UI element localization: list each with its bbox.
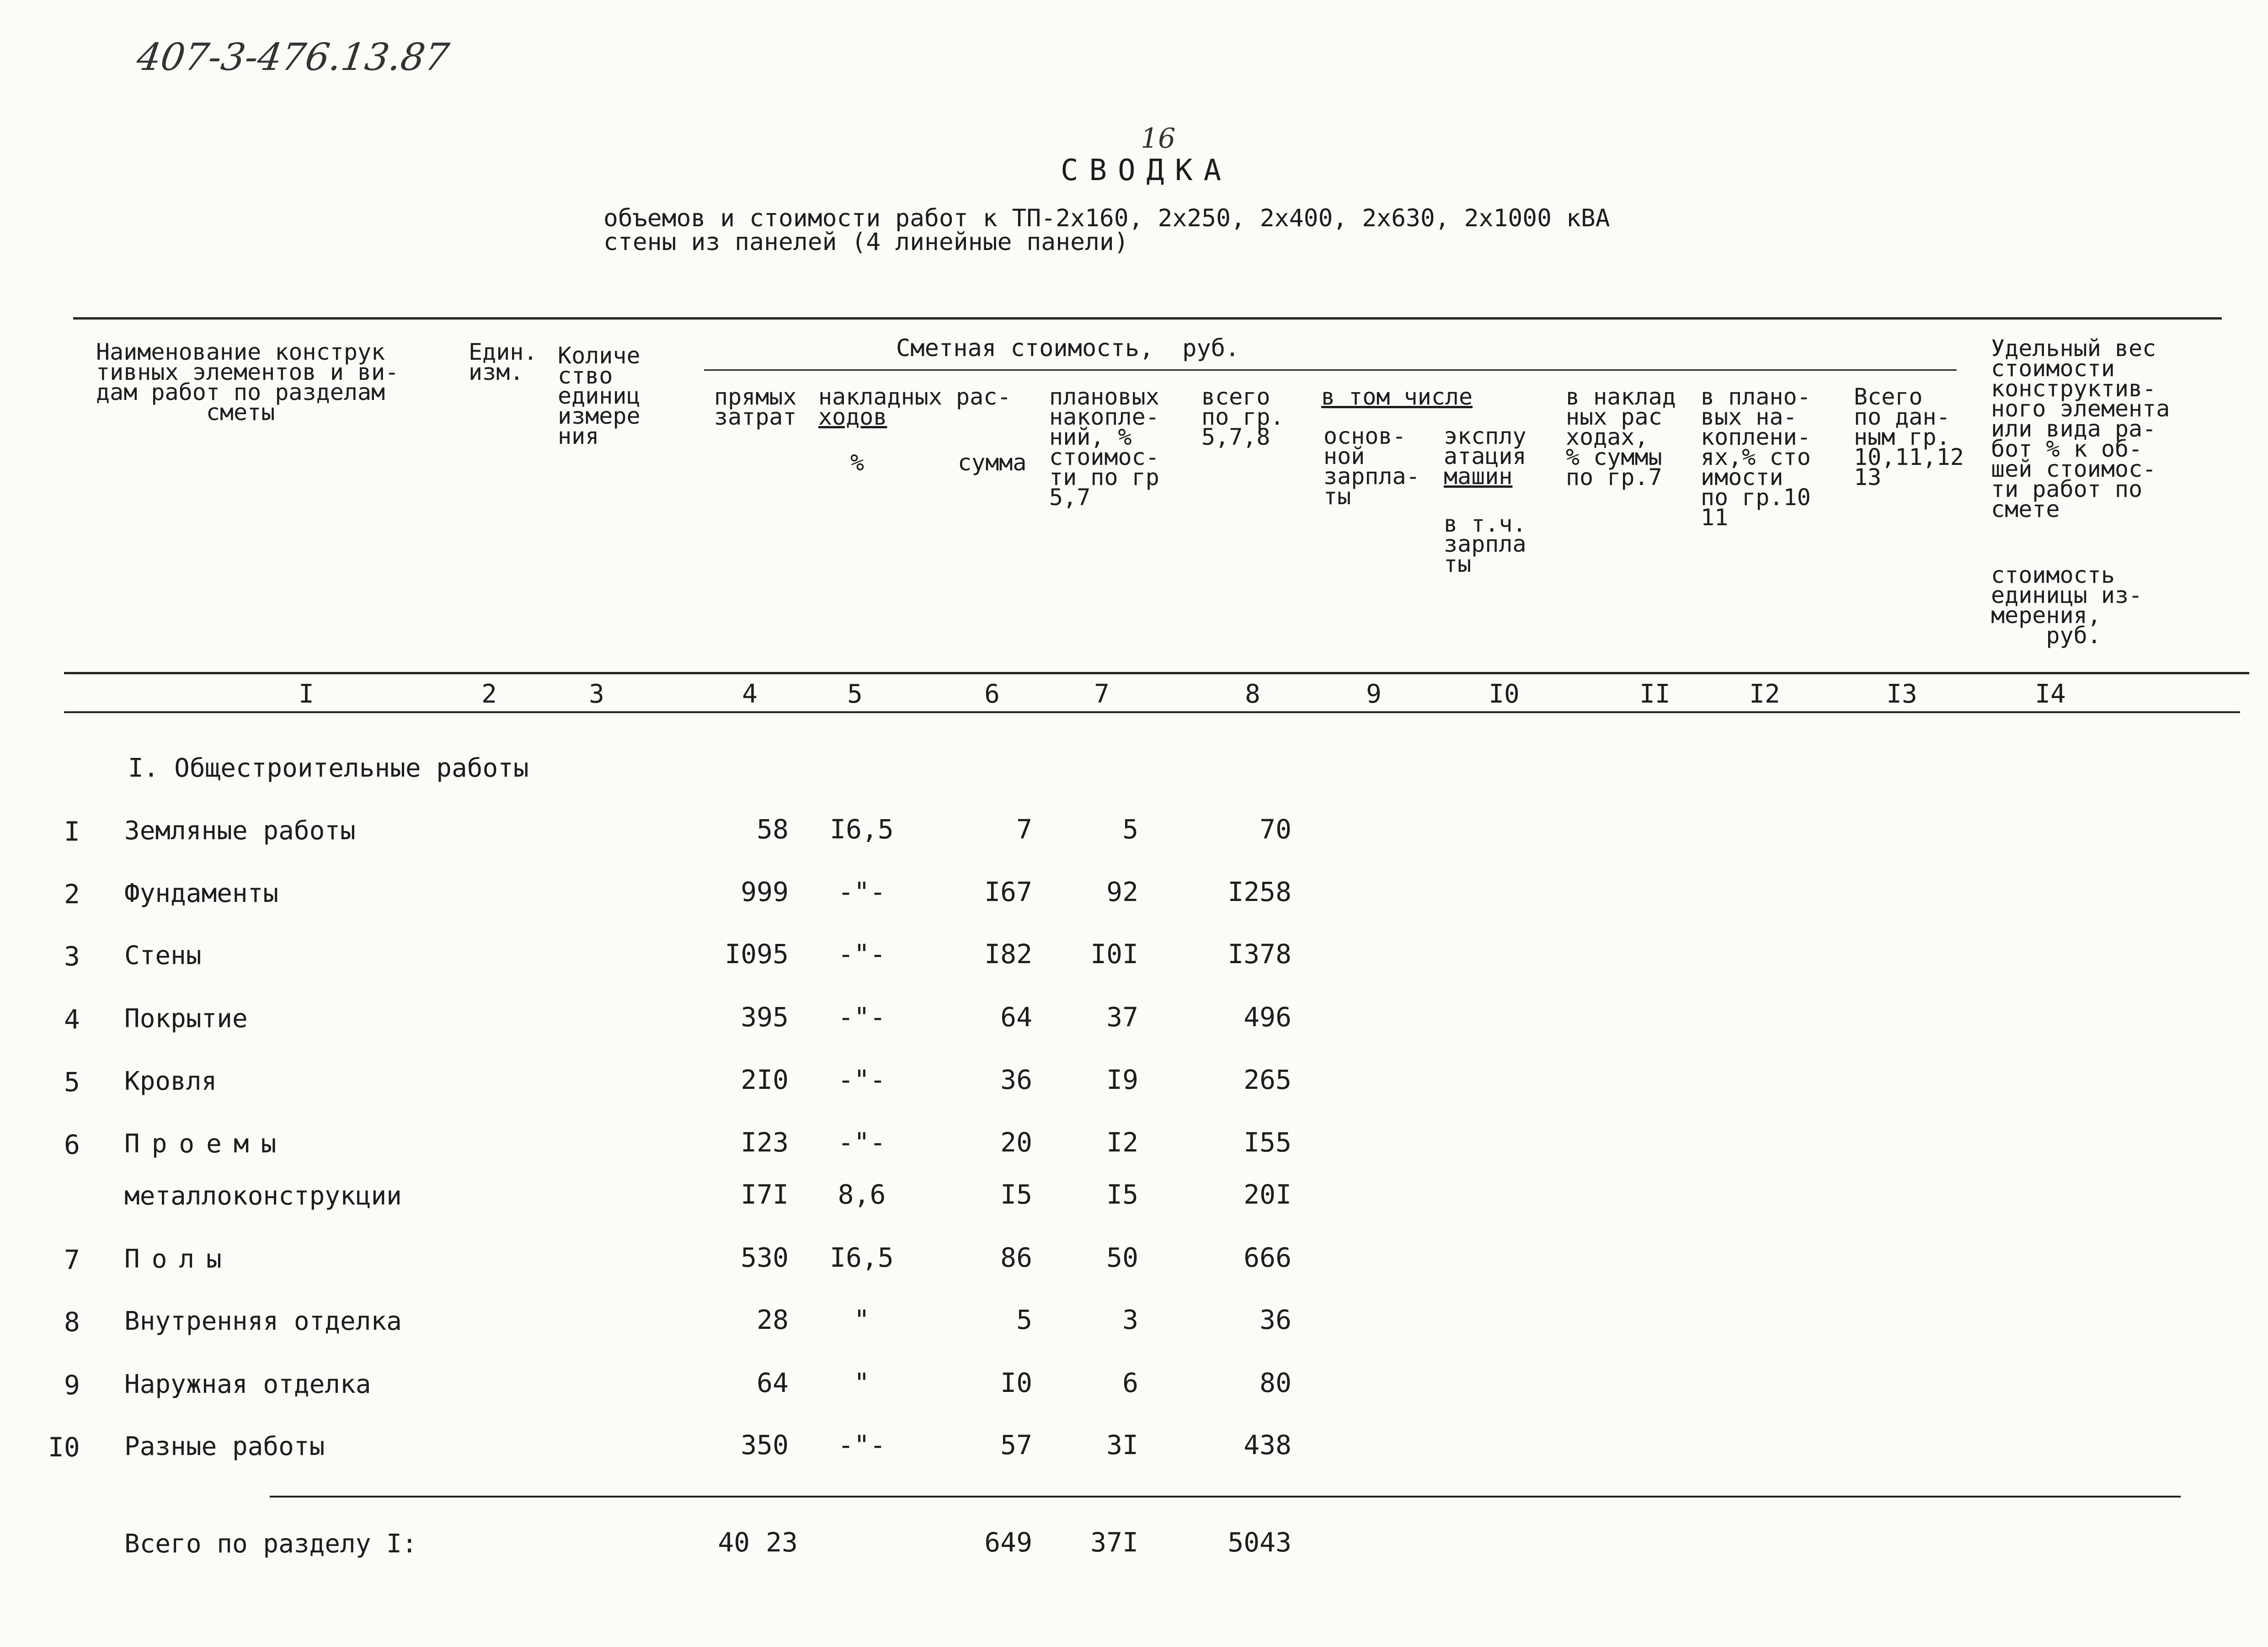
row-number: I0: [48, 1432, 80, 1463]
total: 438: [1243, 1429, 1291, 1460]
overhead-percent: 8,6: [838, 1179, 886, 1210]
header-bottom-rule: [64, 672, 2249, 674]
header-incl-salary: в т.ч. зарпла ты: [1444, 511, 1526, 577]
direct-costs: I23: [741, 1127, 789, 1158]
column-number: I2: [1749, 679, 1780, 709]
header-base-salary: основ- ной зарпла- ты: [1323, 423, 1420, 510]
header-overhead-percent: %: [850, 449, 865, 476]
header-planned-savings: плановых накопле- ний, % стоимос- ти по гр 5,7: [1049, 384, 1159, 511]
column-number: I3: [1886, 679, 1917, 709]
direct-costs: 58: [757, 814, 789, 845]
total: 80: [1259, 1367, 1291, 1398]
row-number: 5: [64, 1066, 80, 1098]
row-number: 7: [64, 1244, 80, 1275]
column-number: 6: [984, 679, 1000, 709]
direct-costs: 350: [741, 1429, 789, 1460]
total-total: 5043: [1227, 1527, 1291, 1558]
column-number: 8: [1245, 679, 1260, 709]
header-name: Наименование конструк тивных элементов и ви- дам работ по разделам сметы: [96, 339, 399, 426]
overhead-percent: ": [854, 1367, 870, 1398]
planned-savings: 92: [1106, 876, 1138, 907]
planned-savings: I2: [1106, 1127, 1138, 1158]
row-name: Земляные работы: [124, 816, 356, 846]
column-number: I4: [2035, 679, 2066, 709]
header-including: в том числе: [1321, 384, 1473, 410]
row-number: 2: [64, 879, 80, 910]
row-number: 9: [64, 1370, 80, 1401]
row-name: Фундаменты: [124, 879, 279, 908]
overhead-percent: -"-: [838, 1064, 886, 1095]
column-numbers-bottom-rule: [64, 711, 2240, 713]
planned-savings: 37: [1106, 1002, 1138, 1033]
total: 70: [1259, 814, 1291, 845]
column-number: I: [299, 679, 314, 709]
row-number: 8: [64, 1306, 80, 1338]
row-number: 4: [64, 1004, 80, 1035]
row-name: Полы: [124, 1244, 234, 1274]
row-name: Стены: [124, 941, 202, 970]
total: 265: [1243, 1064, 1291, 1095]
table-top-rule: [73, 317, 2222, 320]
column-number: 2: [481, 679, 497, 709]
header-machine-operation: эксплу атация: [1444, 423, 1526, 469]
overhead-sum: I0: [1000, 1367, 1032, 1398]
row-name: металлоконструкции: [124, 1181, 402, 1211]
header-in-planned: в плано- вых на- коплени- ях,% сто имости по гр.10 11: [1701, 384, 1811, 531]
header-overhead: накладных рас-: [818, 384, 1011, 410]
row-number: I: [64, 816, 80, 847]
header-in-overhead: в наклад ных рас ходах, % суммы по гр.7: [1566, 384, 1676, 490]
row-name: Кровля: [124, 1066, 217, 1096]
total-overhead-sum: 649: [984, 1527, 1032, 1558]
total-label: Всего по разделу I:: [124, 1529, 417, 1559]
header-specific-weight: Удельный вес стоимости конструктив- ного элемента или вида ра- бот % к об- шей стоимос- ти работ по смете: [1991, 335, 2170, 522]
totals-rule: [270, 1496, 2181, 1498]
overhead-percent: -"-: [838, 1002, 886, 1033]
subtitle: [603, 204, 1610, 256]
column-number: 4: [742, 679, 758, 709]
subtitle-line-2: стены из панелей (4 линейные панели): [603, 228, 1129, 256]
row-name: Наружная отделка: [124, 1370, 371, 1399]
page-number: 16: [1141, 123, 1176, 155]
direct-costs: 2I0: [741, 1064, 789, 1095]
planned-savings: 3I: [1106, 1429, 1138, 1460]
total: 36: [1259, 1304, 1291, 1335]
overhead-percent: I6,5: [830, 814, 894, 845]
direct-costs: I095: [725, 938, 789, 970]
overhead-sum: 5: [1016, 1304, 1032, 1335]
direct-costs: 999: [741, 876, 789, 907]
header-total: всего по гр. 5,7,8: [1201, 384, 1284, 450]
column-number: 9: [1366, 679, 1382, 709]
row-number: 3: [64, 941, 80, 972]
subtitle-line-1: объемов и стоимости работ к ТП-2х160, 2х250, 2х400, 2х630, 2х1000 кВА: [603, 204, 1610, 232]
document-code: 407-3-476.13.87: [134, 36, 452, 79]
column-number: 7: [1094, 679, 1110, 709]
planned-savings: 6: [1122, 1367, 1138, 1398]
total: 20I: [1243, 1179, 1291, 1210]
overhead-percent: I6,5: [830, 1242, 894, 1273]
header-unit-cost: стоимость единицы из- мерения, руб.: [1991, 562, 2143, 649]
header-machines: машин: [1444, 463, 1513, 490]
direct-costs: 64: [757, 1367, 789, 1398]
total: 496: [1243, 1002, 1291, 1033]
overhead-sum: 20: [1000, 1127, 1032, 1158]
overhead-sum: I67: [984, 876, 1032, 907]
column-number: 5: [847, 679, 863, 709]
column-number: II: [1639, 679, 1670, 709]
overhead-sum: 7: [1016, 814, 1032, 845]
planned-savings: I0I: [1090, 938, 1138, 970]
header-direct-costs: прямых затрат: [714, 384, 797, 430]
row-number: 6: [64, 1129, 80, 1160]
header-overhead-2: ходов: [818, 404, 887, 430]
group-title-rule: [704, 369, 1957, 371]
direct-costs: 530: [741, 1242, 789, 1273]
overhead-percent: -"-: [838, 1429, 886, 1460]
overhead-sum: I82: [984, 938, 1032, 970]
direct-costs: I7I: [741, 1179, 789, 1210]
overhead-percent: ": [854, 1304, 870, 1335]
overhead-sum: 64: [1000, 1002, 1032, 1033]
row-name: Покрытие: [124, 1004, 248, 1034]
row-name: Внутренняя отделка: [124, 1306, 402, 1336]
overhead-percent: -"-: [838, 1127, 886, 1158]
total-direct-costs: 40 23: [718, 1527, 798, 1558]
column-number: I0: [1489, 679, 1520, 709]
direct-costs: 28: [757, 1304, 789, 1335]
column-number: 3: [589, 679, 604, 709]
total: I55: [1243, 1127, 1291, 1158]
overhead-sum: 86: [1000, 1242, 1032, 1273]
section-title: I. Общестроительные работы: [128, 753, 529, 783]
overhead-percent: -"-: [838, 876, 886, 907]
total: 666: [1243, 1242, 1291, 1273]
overhead-percent: -"-: [838, 938, 886, 970]
header-overhead-sum: сумма: [958, 449, 1027, 476]
overhead-sum: 36: [1000, 1064, 1032, 1095]
header-total-by-data: Всего по дан- ным гр. 10,11,12 13: [1854, 384, 1964, 490]
document-title: СВОДКА: [1061, 154, 1233, 187]
header-estimate-cost: Сметная стоимость, руб.: [896, 335, 1240, 362]
overhead-sum: I5: [1000, 1179, 1032, 1210]
planned-savings: I5: [1106, 1179, 1138, 1210]
total: I258: [1227, 876, 1291, 907]
total: I378: [1227, 938, 1291, 970]
row-name: Разные работы: [124, 1432, 325, 1461]
planned-savings: I9: [1106, 1064, 1138, 1095]
total-planned-savings: 37I: [1090, 1527, 1138, 1558]
planned-savings: 3: [1122, 1304, 1138, 1335]
overhead-sum: 57: [1000, 1429, 1032, 1460]
header-unit: Един. изм.: [469, 339, 538, 385]
direct-costs: 395: [741, 1002, 789, 1033]
header-quantity: Количе ство единиц измере ния: [558, 342, 640, 449]
planned-savings: 5: [1122, 814, 1138, 845]
row-name: Проемы: [124, 1129, 288, 1159]
planned-savings: 50: [1106, 1242, 1138, 1273]
